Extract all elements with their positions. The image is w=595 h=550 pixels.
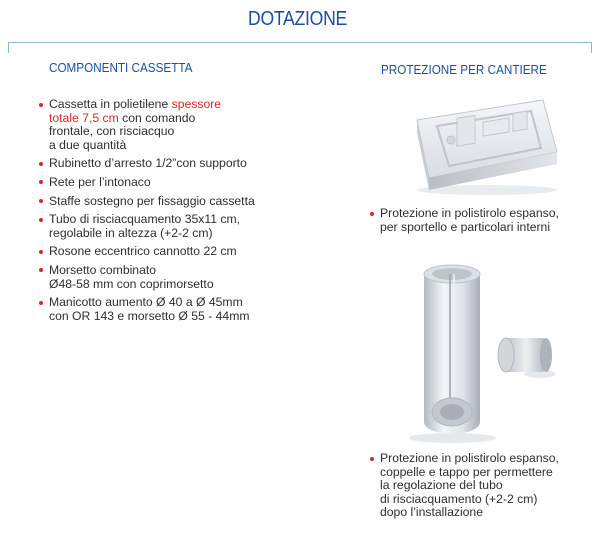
list-item-text: Rete per l’intonaco bbox=[49, 174, 151, 189]
item-rest: con comando frontale, con risciacquo a due quantità bbox=[49, 110, 196, 152]
polystyrene-tube-image bbox=[410, 262, 560, 444]
components-list bbox=[38, 98, 308, 328]
components-heading: COMPONENTI CASSETTA bbox=[49, 60, 193, 75]
list-item-text: Manicotto aumento Ø 40 a Ø 45mm con OR 143 e morsetto Ø 55 - 44mm bbox=[49, 295, 250, 323]
polystyrene-panel-image bbox=[395, 92, 565, 197]
list-item bbox=[38, 195, 308, 209]
list-item bbox=[38, 98, 308, 152]
list-item bbox=[38, 157, 308, 171]
list-item bbox=[38, 264, 308, 291]
protection-item-text: Protezione in polistirolo espanso, coppelle e tappo per permettere la regolazione del tubo di risciacquamento (+2-2 cm) dopo l’installazione bbox=[380, 451, 559, 520]
protection-item-tube bbox=[369, 452, 595, 520]
protection-heading: PROTEZIONE PER CANTIERE bbox=[381, 62, 547, 77]
protection-item-panel bbox=[369, 207, 595, 234]
list-item bbox=[38, 296, 308, 323]
list-item-text: Rubinetto d’arresto 1/2”con supporto bbox=[49, 156, 247, 171]
list-item-text: Staffe sostegno per fissaggio cassetta bbox=[49, 193, 255, 208]
item-prefix: Cassetta in polietilene bbox=[49, 97, 172, 111]
list-item bbox=[38, 245, 308, 259]
section-frame-line bbox=[8, 42, 592, 53]
list-item bbox=[38, 213, 308, 240]
list-item bbox=[38, 176, 308, 190]
item-highlight: spessore totale 7,5 cm bbox=[49, 97, 222, 125]
list-item-text: Tubo di risciacquamento 35x11 cm, regolabile in altezza (+2-2 cm) bbox=[49, 212, 241, 240]
protection-item-text: Protezione in polistirolo espanso, per sportello e particolari interni bbox=[380, 206, 559, 234]
list-item-text: Rosone eccentrico cannotto 22 cm bbox=[49, 244, 237, 259]
page-title: DOTAZIONE bbox=[248, 8, 347, 30]
list-item-text: Morsetto combinato Ø48-58 mm con coprimorsetto bbox=[49, 262, 214, 291]
polystyrene-cap-image bbox=[498, 338, 556, 378]
